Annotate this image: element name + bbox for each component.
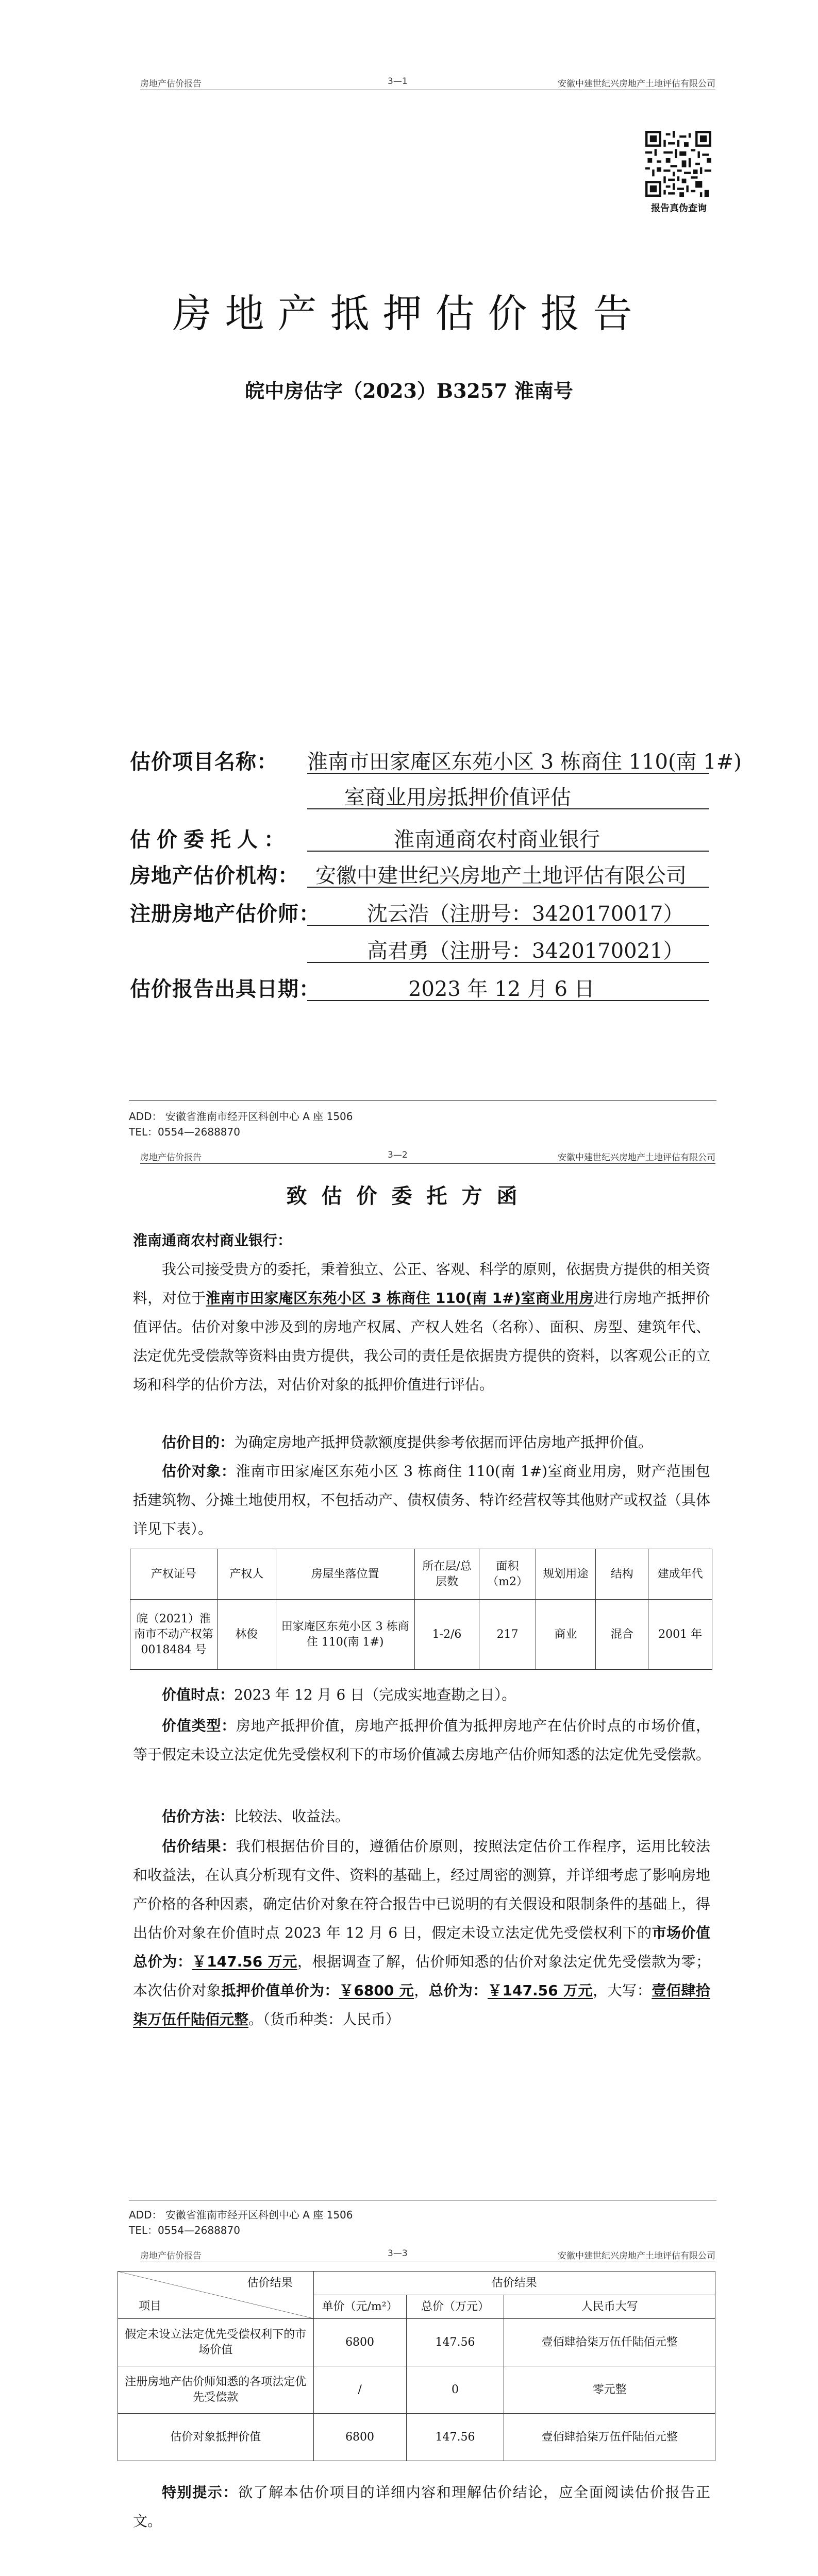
client-label: 估价委托人： bbox=[130, 828, 291, 852]
header-page-number: 3—2 bbox=[388, 1150, 408, 1160]
report-number: 皖中房估字（2023）B3257 淮南号 bbox=[245, 379, 573, 402]
header-left: 房地产估价报告 bbox=[140, 1153, 202, 1163]
header-right: 安徽中建世纪兴房地产土地评估有限公司 bbox=[558, 79, 715, 89]
table-cell: 6800 bbox=[313, 2414, 406, 2461]
header-right: 安徽中建世纪兴房地产土地评估有限公司 bbox=[558, 1153, 715, 1163]
appraiser-2: 高君勇（注册号：3420170021） bbox=[367, 939, 684, 963]
table-row bbox=[118, 2319, 715, 2366]
type-label: 价值类型： bbox=[162, 1717, 236, 1734]
table-cell: 1-2/6 bbox=[414, 1600, 479, 1670]
footer-address: ADD： 安徽省淮南市经开区科创中心 A 座 1506 bbox=[129, 2209, 353, 2221]
header-rule bbox=[140, 1163, 715, 1164]
text-span: ，大写： bbox=[593, 1982, 652, 1999]
page-footer bbox=[129, 2207, 716, 2238]
note-label: 特别提示： bbox=[162, 2484, 238, 2501]
header-page-number: 3—1 bbox=[388, 76, 408, 87]
table-row bbox=[118, 2414, 715, 2461]
time-text: 2023 年 12 月 6 日（完成实地查勘之日）。 bbox=[234, 1686, 516, 1703]
total-price: ￥147.56 万元 bbox=[487, 1982, 593, 1999]
special-note bbox=[133, 2478, 710, 2536]
date-value: 2023 年 12 月 6 日 bbox=[408, 977, 595, 1001]
text-span: 市场价值总价为： bbox=[133, 1924, 710, 1970]
time-label: 价值时点： bbox=[162, 1686, 235, 1703]
result-label: 估价结果： bbox=[162, 1838, 236, 1855]
table-header-row bbox=[118, 2272, 715, 2295]
table-header-cell: 面积（m2） bbox=[479, 1549, 536, 1600]
underline bbox=[307, 773, 709, 774]
page-footer bbox=[129, 1109, 716, 1140]
header-right: 安徽中建世纪兴房地产土地评估有限公司 bbox=[558, 2251, 715, 2261]
table-header-cell: 产权人 bbox=[217, 1549, 276, 1600]
object-label: 估价对象： bbox=[162, 1463, 236, 1480]
letter-method bbox=[133, 1802, 710, 1831]
table-cell: 147.56 bbox=[406, 2414, 504, 2461]
footer-phone: TEL：0554—2688870 bbox=[129, 1126, 240, 1138]
table-cell: 6800 bbox=[313, 2319, 406, 2366]
page-header bbox=[140, 76, 715, 88]
table-cell: 零元整 bbox=[504, 2366, 715, 2414]
table-cell: 0 bbox=[406, 2366, 504, 2414]
table-header-row bbox=[130, 1549, 712, 1600]
text-span: 进行房地产抵押价值评估。估价对象中涉及到的房地产权属、产权人姓名（名称）、面积、房型、建筑年代、法定优先受偿款等资料由贵方提供，我公司的责任是依据贵方提供的资料，以客观公正的立场和科学的估价方法，对估价对象的抵押价值进行评估。 bbox=[133, 1290, 711, 1393]
result-head-label: 估价结果 bbox=[247, 2277, 293, 2290]
table-header-cell: 所在层/总层数 bbox=[414, 1549, 479, 1600]
diagonal-header-cell bbox=[118, 2272, 314, 2319]
letter-addressee: 淮南通商农村商业银行： bbox=[133, 1232, 292, 1249]
letter-purpose bbox=[133, 1428, 710, 1457]
letter-object bbox=[133, 1457, 710, 1544]
table-header-cell: 估价结果 bbox=[313, 2272, 715, 2295]
project-label: 估价项目名称： bbox=[130, 750, 278, 774]
table-header-cell: 规划用途 bbox=[536, 1549, 595, 1600]
client-value: 淮南通商农村商业银行 bbox=[394, 828, 600, 852]
page-header bbox=[140, 2248, 715, 2260]
unit-price: ￥6800 元 bbox=[339, 1982, 414, 1999]
table-cell: 商业 bbox=[536, 1600, 595, 1670]
letter-title: 致估价委托方函 bbox=[286, 1184, 532, 1208]
table-header-cell: 建成年代 bbox=[648, 1549, 712, 1600]
table-cell: 2001 年 bbox=[648, 1600, 712, 1670]
header-left: 房地产估价报告 bbox=[140, 79, 202, 89]
market-value: ￥147.56 万元 bbox=[192, 1953, 297, 1970]
project-value-line1: 淮南市田家庵区东苑小区 3 栋商住 110(南 1#) bbox=[307, 750, 742, 774]
table-cell: 混合 bbox=[596, 1600, 648, 1670]
total-price-uppercase: 壹佰肆拾柒万伍仟陆佰元整 bbox=[133, 1982, 710, 2028]
footer-rule bbox=[129, 1100, 716, 1101]
text-span: 抵押价值单价为： bbox=[221, 1982, 339, 1999]
note-text: 欲了解本估价项目的详细内容和理解估价结论，应全面阅读估价报告正文。 bbox=[133, 2484, 710, 2530]
text-span: 我公司接受贵方的委托，秉着独立、公正、客观、科学的原则，依据贵方提供的相关资料，对位于 bbox=[133, 1261, 711, 1307]
text-span: 我们根据估价目的，遵循估价原则，按照法定估价工作程序，运用比较法和收益法，在认真分析现有文件、资料的基础上，经过周密的测算，并详细考虑了影响房地产价格的各种因素，确定估价对象在符合报告中已说明的有关假设和限制条件的基础上，得出估价对象在价值时点 2023 年 12 月 6 日，假定未设立法定优先受偿权利下的 bbox=[133, 1838, 711, 1941]
table-cell: 皖（2021）淮南市不动产权第 0018484 号 bbox=[130, 1600, 218, 1670]
table-header-cell: 总价（万元） bbox=[406, 2295, 504, 2319]
table-cell: 注册房地产估价师知悉的各项法定优先受偿款 bbox=[118, 2366, 314, 2414]
purpose-text: 为确定房地产抵押贷款额度提供参考依据而评估房地产抵押价值。 bbox=[234, 1434, 653, 1451]
table-cell: 147.56 bbox=[406, 2319, 504, 2366]
appraiser-label: 注册房地产估价师： bbox=[130, 902, 320, 926]
purpose-label: 估价目的： bbox=[162, 1434, 235, 1451]
type-text: 房地产抵押价值，房地产抵押价值为抵押房地产在估价时点的市场价值，等于假定未设立法定优先受偿权利下的市场价值减去房地产估价师知悉的法定优先受偿款。 bbox=[133, 1717, 711, 1763]
property-address: 淮南市田家庵区东苑小区 3 栋商住 110(南 1#)室商业用房 bbox=[206, 1290, 594, 1307]
table-row bbox=[118, 2366, 715, 2414]
table-header-cell: 单价（元/m²） bbox=[313, 2295, 406, 2319]
property-table bbox=[130, 1549, 712, 1670]
table-cell: 假定未设立法定优先受偿权利下的市场价值 bbox=[118, 2319, 314, 2366]
letter-value-type bbox=[133, 1711, 710, 1769]
text-span: 总价为： bbox=[428, 1982, 488, 1999]
table-cell: 壹佰肆拾柒万伍仟陆佰元整 bbox=[504, 2319, 715, 2366]
table-header-cell: 产权证号 bbox=[130, 1549, 218, 1600]
header-page-number: 3—3 bbox=[388, 2248, 408, 2259]
header-left: 房地产估价报告 bbox=[140, 2251, 202, 2261]
underline bbox=[307, 925, 709, 926]
table-cell: / bbox=[313, 2366, 406, 2414]
footer-address: ADD： 安徽省淮南市经开区科创中心 A 座 1506 bbox=[129, 1110, 353, 1123]
text-span: 。（货币种类：人民币） bbox=[248, 2011, 400, 2028]
underline bbox=[307, 808, 709, 809]
table-row bbox=[130, 1600, 712, 1670]
method-text: 比较法、收益法。 bbox=[234, 1808, 350, 1825]
text-span: ，根据调查了解，估价师知悉的估价对象法定优先受偿款为零；本次估价对象 bbox=[133, 1953, 710, 1999]
object-text: 淮南市田家庵区东苑小区 3 栋商住 110(南 1#)室商业用房，财产范围包括建筑物、分摊土地使用权，不包括动产、债权债务、特许经营权等其他财产或权益（具体详见下表）。 bbox=[133, 1463, 711, 1537]
report-title: 房地产抵押估价报告 bbox=[172, 291, 646, 336]
table-cell: 估价对象抵押价值 bbox=[118, 2414, 314, 2461]
method-label: 估价方法： bbox=[162, 1808, 235, 1825]
appraiser-1: 沈云浩（注册号：3420170017） bbox=[367, 902, 684, 926]
text-span: ， bbox=[414, 1982, 429, 1999]
project-value-line2: 室商业用房抵押价值评估 bbox=[344, 786, 571, 809]
footer-phone: TEL：0554—2688870 bbox=[129, 2224, 240, 2236]
result-table bbox=[118, 2271, 715, 2461]
letter-result bbox=[133, 1832, 710, 2034]
qr-caption: 报告真伪查询 bbox=[651, 203, 707, 214]
letter-intro bbox=[133, 1255, 710, 1399]
table-cell: 林俊 bbox=[217, 1600, 276, 1670]
underline bbox=[307, 851, 709, 852]
table-header-cell: 人民币大写 bbox=[504, 2295, 715, 2319]
letter-value-time bbox=[133, 1681, 710, 1709]
agency-value: 安徽中建世纪兴房地产土地评估有限公司 bbox=[315, 864, 687, 888]
date-label: 估价报告出具日期： bbox=[130, 977, 320, 1001]
item-head-label: 项目 bbox=[139, 2300, 162, 2313]
qr-code-icon[interactable] bbox=[645, 131, 711, 197]
table-cell: 田家庵区东苑小区 3 栋商住 110(南 1#) bbox=[276, 1600, 414, 1670]
underline bbox=[307, 1000, 709, 1001]
table-cell: 217 bbox=[479, 1600, 536, 1670]
agency-label: 房地产估价机构： bbox=[130, 864, 299, 888]
underline bbox=[307, 962, 709, 963]
table-header-cell: 房屋坐落位置 bbox=[276, 1549, 414, 1600]
page-header bbox=[140, 1150, 715, 1161]
table-cell: 壹佰肆拾柒万伍仟陆佰元整 bbox=[504, 2414, 715, 2461]
underline bbox=[307, 887, 709, 888]
table-header-cell: 结构 bbox=[596, 1549, 648, 1600]
